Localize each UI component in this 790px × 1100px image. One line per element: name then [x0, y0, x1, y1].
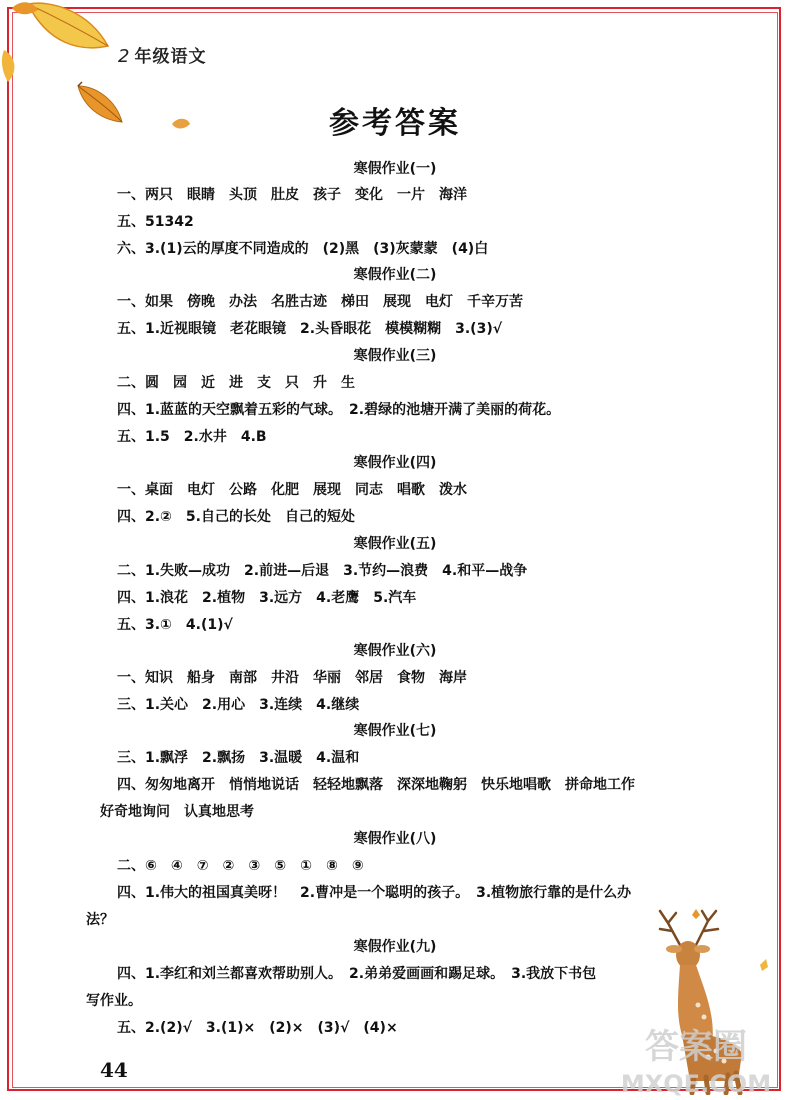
section-heading: 寒假作业(四) — [353, 455, 437, 471]
answer-line: 四、1.蓝蓝的天空飘着五彩的气球。 2.碧绿的池塘开满了美丽的荷花。 — [117, 402, 561, 418]
section-heading: 寒假作业(七) — [353, 723, 437, 739]
answer-line: 一、两只 眼睛 头顶 肚皮 孩子 变化 一片 海洋 — [117, 187, 467, 203]
grade-subject: 年级语文 — [134, 47, 207, 67]
answer-line: 五、1.5 2.水井 4.B — [117, 429, 267, 445]
answer-line: 四、1.李红和刘兰都喜欢帮助别人。 2.弟弟爱画画和踢足球。 3.我放下书包 — [117, 966, 597, 982]
answer-line: 四、2.② 5.自己的长处 自己的短处 — [117, 509, 355, 525]
answer-line: 法？ — [86, 912, 114, 928]
answer-line: 写作业。 — [86, 993, 142, 1009]
section-heading: 寒假作业(一) — [353, 161, 437, 177]
answer-line: 三、1.关心 2.用心 3.连续 4.继续 — [117, 697, 360, 713]
answer-line: 三、1.飘浮 2.飘扬 3.温暖 4.温和 — [117, 750, 360, 766]
grade-number: 2 — [118, 46, 131, 67]
section-heading: 寒假作业(六) — [353, 643, 437, 659]
answer-line: 一、桌面 电灯 公路 化肥 展现 同志 唱歌 泼水 — [117, 482, 467, 498]
leaf-decoration-icon — [10, 0, 120, 70]
watermark-logo — [602, 1012, 790, 1100]
answer-line: 四、匆匆地离开 悄悄地说话 轻轻地飘落 深深地鞠躬 快乐地唱歌 拼命地工作 — [117, 777, 635, 793]
section-heading: 寒假作业(五) — [353, 536, 437, 552]
section-heading: 寒假作业(二) — [353, 267, 437, 283]
answer-line: 一、如果 傍晚 办法 名胜古迹 梯田 展现 电灯 千辛万苦 — [117, 294, 523, 310]
answer-line: 四、1.浪花 2.植物 3.远方 4.老鹰 5.汽车 — [117, 590, 417, 606]
answer-line: 六、3.(1)云的厚度不同造成的 (2)黑 (3)灰蒙蒙 (4)白 — [117, 241, 489, 257]
answer-line: 一、知识 船身 南部 井沿 华丽 邻居 食物 海岸 — [117, 670, 467, 686]
answer-line: 四、1.伟大的祖国真美呀！ 2.曹冲是一个聪明的孩子。 3.植物旅行靠的是什么办 — [117, 885, 632, 901]
answer-line: 五、51342 — [117, 214, 194, 230]
answer-line: 二、圆 园 近 进 支 只 升 生 — [117, 375, 355, 391]
answer-line: 五、1.近视眼镜 老花眼镜 2.头昏眼花 模模糊糊 3.(3)√ — [117, 321, 503, 337]
grade-label — [118, 42, 206, 67]
svg-text:答案圈: 答案圈 — [645, 1027, 747, 1067]
svg-text:MXQE.COM: MXQE.COM — [620, 1070, 772, 1098]
leaf-decoration-icon — [0, 48, 20, 84]
page-number: 44 — [100, 1058, 128, 1082]
answer-line: 五、3.① 4.(1)√ — [117, 617, 233, 633]
answer-line: 二、1.失败—成功 2.前进—后退 3.节约—浪费 4.和平—战争 — [117, 563, 528, 579]
page-title: 参考答案 — [329, 106, 461, 141]
answer-line: 好奇地询问 认真地思考 — [100, 804, 254, 820]
section-heading: 寒假作业(三) — [353, 348, 437, 364]
answer-line: 五、2.(2)√ 3.(1)× (2)× (3)√ (4)× — [117, 1020, 398, 1036]
section-heading: 寒假作业(九) — [353, 939, 437, 955]
answer-line: 二、⑥ ④ ⑦ ② ③ ⑤ ① ⑧ ⑨ — [117, 858, 364, 874]
section-heading: 寒假作业(八) — [353, 831, 437, 847]
